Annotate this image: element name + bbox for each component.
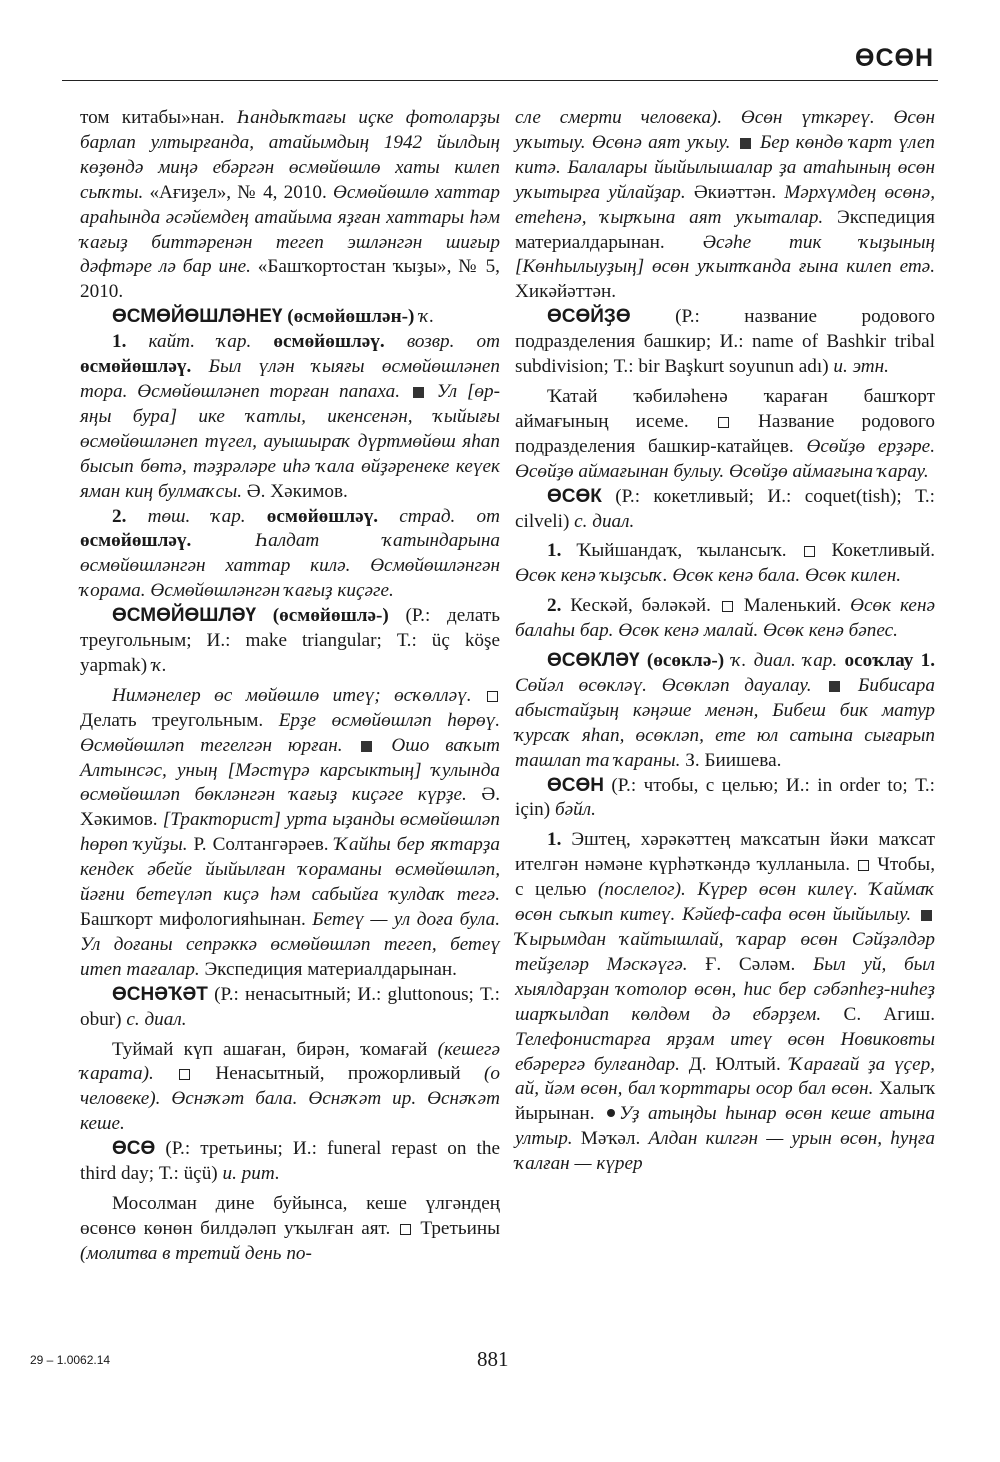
entry-oso [80, 1137, 500, 1187]
entry-osok [515, 485, 935, 535]
headword-stem: (өсмөйөшлән-) [282, 306, 415, 328]
russian-translation: Чтобы, с целью [515, 854, 935, 901]
quotation-author: Экспедиция материалдарынан. [199, 958, 457, 980]
russian-translation: Название родового подразделения башкир-катайцев. [515, 410, 936, 457]
entry-oson [515, 774, 935, 824]
quotation-text: Ҡырымдан ҡайтышлай, ҡарар өсөн Сәйҙәлдәр тейҙеләр Мәскәүгә. [515, 929, 935, 975]
entry-osmoyoshlaneu [80, 305, 500, 330]
entry-osoklau [515, 649, 935, 774]
headword: ӨСӨН [547, 774, 604, 796]
translations: (Р.: чтобы, с целью; И.: in order to; Т.: için) [515, 774, 935, 821]
quotation-marker-icon [921, 910, 932, 921]
headword-stem: (өсмөйөшлә-) [256, 605, 389, 627]
grammar-marks: төш. ҡар. [126, 505, 267, 527]
proverb-text: Уҙ атыңды һынар өсөн кеше атына ултыр. [515, 1103, 935, 1150]
cross-reference: өсмөйөшләү. [80, 356, 192, 378]
russian-marker-icon [400, 1224, 411, 1235]
definition [515, 385, 935, 485]
russian-translation: Третьины [412, 1217, 501, 1239]
translations: (Р.: название родового подразделения башкир; И.: name of Bashkir tribal subdivision; Т.: bir Başkurt soyunun adı) [515, 306, 935, 378]
quotation-author: Р. Солтангәрәев. [187, 834, 335, 856]
quotation-marker-icon [829, 681, 840, 692]
quotation-author: Әкиәттән. [693, 181, 785, 203]
part-of-speech: с. диал. [126, 1008, 187, 1030]
quotation-text: [Тракторист] урта ыҙанды өсмөйөшләп һөрөп ҡуйҙы. [80, 809, 500, 856]
headword: ӨСӨ [112, 1138, 156, 1160]
part-of-speech: и. рит. [222, 1163, 280, 1185]
proverb-marker-icon [607, 1109, 615, 1117]
sense-2 [80, 505, 500, 605]
definition [80, 1192, 500, 1267]
sense-number: 2. [547, 595, 562, 617]
russian-translation: Маленький. [734, 595, 851, 617]
definition-note: (кешегә ҡарата). [80, 1038, 500, 1085]
page-number: 881 [477, 1347, 509, 1371]
entry-osnakat [80, 983, 500, 1033]
running-header-word: ӨСӨН [855, 44, 934, 72]
quotation-author: С. Агиш. [821, 1003, 935, 1025]
quotation-author: Халыҡ йырынан. [515, 1078, 935, 1125]
russian-gloss: возвр. от [384, 331, 500, 353]
entry-osoyzo [515, 305, 935, 380]
quotation-text: Мәрхүмдең өсөнә, етеһенә, ҡырҡына аят уҡыталар. [515, 181, 935, 228]
russian-gloss: страд. от [378, 505, 500, 527]
example-text: Сөйәл өсөкләү. Өсөкләп дауалау. [515, 674, 812, 696]
quotation-text: Ошо ваҡыт Алтынсәс, уның [Мәстүрә карсыктың] ҡулында өсмөйөшләп бөкләнгән ҡағыҙ киҫәге күрҙе. [80, 734, 500, 806]
quotation-marker-icon [740, 138, 751, 149]
quotation-author: Экспедиция материалдарынан. [515, 206, 936, 253]
quotation-author: Ә. Хәкимов. [80, 784, 500, 831]
definition-text: Нимәнелер өс мөйөшлө итеү; өсҡөлләү. [112, 684, 472, 706]
headword: ӨСМӨЙӨШЛӘНЕҮ [112, 306, 283, 328]
sense-1 [80, 330, 500, 504]
translations: (Р.: делать треугольным; И.: make triangular; Т.: üç köşe yapmak) [80, 605, 500, 676]
part-of-speech: с. диал. [574, 510, 635, 532]
russian-marker-icon [179, 1069, 190, 1080]
quotation-text: Әсәһе тик ҡыҙының [Көнһылыуҙың] өсөн уҡытҡанда ғына килеп етә. [515, 231, 936, 278]
russian-note: (молитва в третий день по- [80, 1242, 312, 1264]
grammar-marks: ҡ. диал. ҡар. [724, 650, 845, 672]
grammar-marks: кайт. ҡар. [126, 331, 274, 353]
part-of-speech: бәйл. [554, 799, 596, 821]
russian-translation: Кокетливый. [816, 540, 936, 562]
example-text: Өснәҡәт бала. Өснәҡәт ир. Өснәҡәт кеше. [80, 1088, 500, 1135]
sense-number: 1. [547, 540, 562, 562]
continued-entry-text [80, 106, 500, 305]
definition-text: Эштең, хәрәкәттең маҡсатын йәки маҡсат ителгән нәмәне күрһәткәндә ҡулланыла. [515, 829, 935, 876]
example-text: Был үлән ҡыяғы өсмөйөшләнеп тора. Өсмөйөшләнеп торған папаха. [80, 356, 500, 402]
sense-number: 2. [112, 505, 127, 527]
headword: ӨСМӨЙӨШЛӘҮ [112, 605, 257, 627]
sense-2 [515, 594, 935, 644]
definition [80, 684, 500, 983]
definition [80, 1038, 500, 1138]
russian-marker-icon [487, 691, 498, 702]
quotation-author: Д. Юлтый. [679, 1053, 790, 1075]
headword: ӨСӨКЛӘҮ [547, 650, 640, 672]
quotation-text: Был уй, был хыялдарҙан ҡотолор өсөн, һис бер сәбәпһеҙ-ниһеҙ шарҡылдап көлдөм дә ебәрҙем. [515, 953, 935, 1025]
russian-marker-icon [804, 546, 815, 557]
example-text: сле смерти человека). Өсөн үткәреү. Өсөн уҡытыу. Өсөнә аят уҡыу. [515, 107, 935, 153]
definition-text: Ҡыйшандаҡ, ҡылансыҡ. [561, 540, 787, 562]
definition-text: Туймай күп ашаған, бирән, ҡомағай [112, 1038, 438, 1060]
sense-1 [515, 539, 935, 589]
example-text: Өсөк кенә балаһы бар. Өсөк кенә малай. Өсөк кенә бәпес. [515, 595, 935, 642]
left-column [80, 106, 500, 1267]
quotation-author: Башҡорт мифологияһынан. [80, 909, 313, 930]
example-text: Күрер өсөн килеү. Ҡаймаҡ өсөн сыҡып китеү. Кәйеф-сафа өсөн йыйылыу. [515, 879, 936, 926]
quotation-marker-icon [413, 387, 424, 398]
example-text: Һалдат ҡатындарына өсмөйөшләнгән хаттар килә. Өсмөйөшләнгән ҡорама. Өсмөйөшләнгән ҡағыҙ киҫәге. [80, 530, 500, 602]
translations: (Р.: кокетливый; И.: coquet(tish); Т.: cilveli) [515, 485, 935, 532]
example-text: Өсөк кенә ҡыҙсыҡ. Өсөк кенә бала. Өсөк килен. [515, 565, 902, 587]
cross-reference: осоҡлау 1. [844, 650, 936, 672]
russian-translation: Делать треугольным. [80, 709, 279, 731]
headword-stem: (өсөклә-) [639, 650, 725, 672]
quotation-text: Ул [өр-яңы бура] ике ҡатлы, икенсенән, ҡыйығы өсмөйөшләнеп түгел, ауышыраҡ дүртмөйөш яһап бысып бөтә, тәҙрәләре иһә ҡала өйҙәренеке кеүек яман киң булмаҡсы. [80, 380, 500, 502]
quotation-author: Мәҡәл. [572, 1128, 649, 1150]
continued-entry-text [515, 106, 935, 305]
definition-text: Кескәй, бәләкәй. [561, 595, 711, 617]
sense-number: 1. [112, 331, 127, 353]
header-rule [62, 80, 938, 81]
text: том китабы»нан. [80, 107, 237, 128]
quotation-text: Бибисара абыстайҙың кәңәше менән, Бибеш бик матур ҡурсаҡ яһап, өсөкләп, ете юл сатына сығарып ташлап та ҡараны. [515, 674, 935, 771]
example-text: Ерҙе өсмөйөшләп һөрөү. Өсмөйөшләп тегелгән юрған. [80, 709, 500, 756]
proverb-text: Алдан килгән — урын өсөн, һуңға ҡалған — күрер [515, 1128, 935, 1175]
print-signature-code: 29 – 1.0062.14 [30, 1353, 111, 1367]
cross-reference: өсмөйөшләү. [273, 331, 385, 353]
sense-1 [515, 828, 935, 1177]
headword: ӨСӨЙҘӨ [547, 306, 631, 328]
part-of-speech: ҡ. [151, 654, 167, 676]
cross-reference: өсмөйөшләү. [80, 530, 192, 552]
russian-marker-icon [722, 601, 733, 612]
headword: ӨСНӘҠӘТ [112, 983, 208, 1005]
quotation-text: Бер көндө ҡарт үлеп китә. Балалары йыйылышалар ҙа атаһының өсөн уҡытырға уйлайҙар. [515, 131, 935, 203]
right-column [515, 106, 935, 1177]
quotation-author: Ә. Хәкимов. [242, 480, 348, 502]
example-text: Һандыҡтағы иҫке фотоларҙы барлап ултырғанда, атайымдың 1942 йылдың көҙөндә миңә ебәргән өсмөйөшлө хаты килеп сыҡты. [80, 107, 500, 203]
russian-marker-icon [718, 417, 729, 428]
quotation-text: Ҡарағай ҙа үҫер, ай, йәм өсөн, бал ҡорттары осор бал өсөн. [515, 1053, 935, 1100]
sense-number: 1. [547, 829, 562, 851]
cross-reference: өсмөйөшләү. [266, 505, 379, 527]
part-of-speech: ҡ. [414, 306, 435, 328]
source-text: «Башҡортостан ҡыҙы», № 5, 2010. [80, 256, 500, 303]
translations: (Р.: третьины; И.: funeral repast on the third day; Т.: üçü) [80, 1138, 500, 1185]
definition-text: Ҡатай ҡәбиләһенә ҡараған башҡорт аймағының исеме. [515, 385, 935, 432]
definition-text: Мосолман дине буйынса, кеше үлгәндең өсөнсө көнөн билдәләп уҡылған аят. [80, 1192, 500, 1239]
example-text: Өсөйҙө ерҙәре. Өсөйҙө аймағынан булыу. Өсөйҙө аймағына ҡарау. [515, 435, 935, 482]
quotation-text: Ҡайһы бер яҡтарҙа кендек әбейе йыйылған ҡораманы өсмөйөшләп, йәғни бетеүләп киҫә һәм сабыйға ҡулдаҡ тегә. [80, 834, 500, 906]
quotation-text: Телефонистарға ярҙам итеү өсөн Новиковты ебәрергә булғандар. [515, 1028, 935, 1075]
russian-note: (послелог). [598, 879, 686, 901]
quotation-text: Бетеү — ул доға була. Ул доғаны сепрәккә өсмөйөшләп тегеп, бетеү итеп тағалар. [80, 909, 501, 980]
headword: ӨСӨК [547, 485, 602, 507]
quotation-author: З. Биишева. [680, 749, 782, 771]
quotation-author: Ғ. Сәләм. [687, 953, 813, 975]
example-text: Өсмөйөшлө хаттар араһында әсәйемдең атайыма яҙған хаттары һәм ҡағыҙ биттәренән тегеп эшләнгән шиғыр дәфтәре лә бар ине. [80, 181, 500, 278]
source-text: «Ағиҙел», № 4, 2010. [143, 181, 333, 203]
quotation-author: Хикәйәттән. [515, 281, 617, 303]
russian-translation: Ненасытный, прожорливый [192, 1063, 485, 1085]
russian-note: (о человеке). [80, 1063, 500, 1110]
russian-marker-icon [858, 860, 869, 871]
entry-osmoyoshlau [80, 604, 500, 679]
translations: (Р.: ненасытный; И.: gluttonous; Т.: obur) [80, 983, 500, 1030]
quotation-marker-icon [361, 741, 372, 752]
part-of-speech: и. этн. [833, 356, 889, 378]
